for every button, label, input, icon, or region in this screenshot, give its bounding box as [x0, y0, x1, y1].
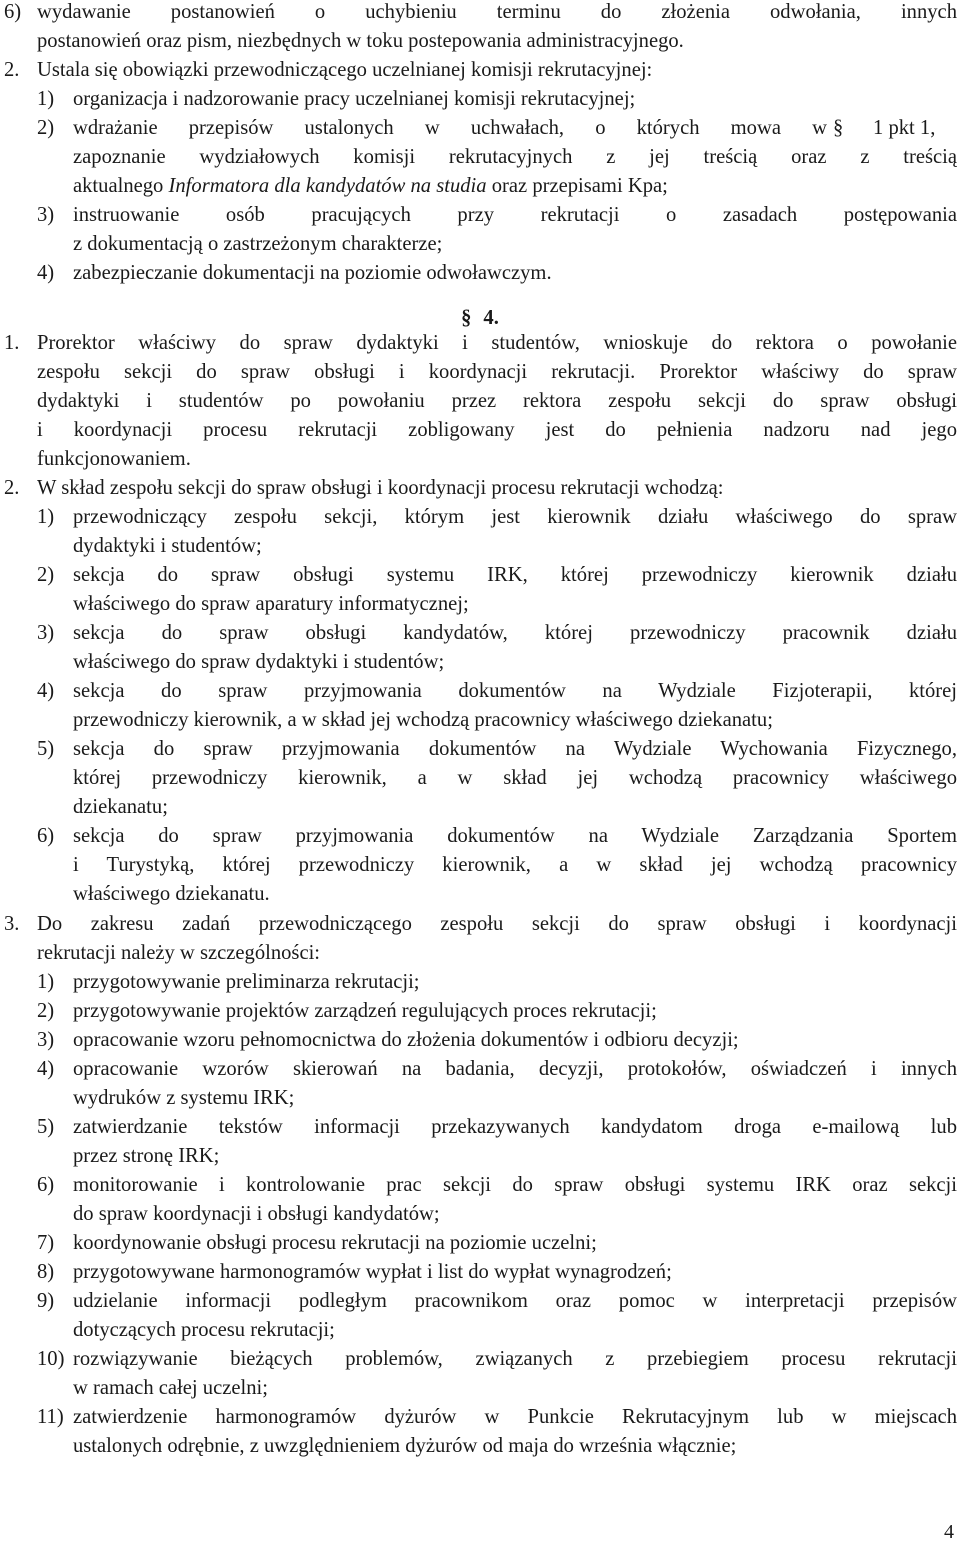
list-item-text: sekcja do spraw przyjmowania dokumentów na Wydziale Wychowania Fizycznego,	[73, 738, 957, 760]
text-span: oraz przepisami Kpa;	[491, 175, 668, 197]
paragraph-text: W skład zespołu sekcji do spraw obsługi i koordynacji procesu rekrutacji wchodzą:	[37, 477, 724, 499]
list-item-text: koordynowanie obsługi procesu rekrutacji na poziomie uczelni;	[73, 1232, 597, 1254]
list-item-number: 3)	[37, 204, 55, 226]
list-item-text: zabezpieczanie dokumentacji na poziomie odwoławczym.	[73, 262, 552, 284]
list-item-number: 3)	[37, 1029, 55, 1051]
list-item-text: właściwego do spraw dydaktyki i studentów;	[73, 651, 445, 673]
paragraph-number: 3.	[4, 913, 20, 935]
list-item-number: 7)	[37, 1232, 55, 1254]
paragraph-text: Do zakresu zadań przewodniczącego zespołu sekcji do spraw obsługi i koordynacji	[37, 913, 957, 935]
paragraph-number: 2.	[4, 59, 20, 81]
list-item-text: dydaktyki i studentów;	[73, 535, 262, 557]
list-item-text: z dokumentacją o zastrzeżonym charakterze;	[73, 233, 443, 255]
list-item-text: postanowień oraz pism, niezbędnych w toku postepowania administracyjnego.	[37, 30, 684, 52]
list-item-number: 5)	[37, 1116, 55, 1138]
list-item-number: 2)	[37, 1000, 55, 1022]
list-item-text	[73, 172, 668, 201]
list-item-text: właściwego dziekanatu.	[73, 883, 270, 905]
list-item-number: 2)	[37, 117, 55, 139]
list-item-text: udzielanie informacji podległym pracownikom oraz pomoc w interpretacji przepisów	[73, 1290, 957, 1312]
list-item-text: przez stronę IRK;	[73, 1145, 220, 1167]
list-item-number: 4)	[37, 1058, 55, 1080]
list-item-text: przygotowywane harmonogramów wypłat i list do wypłat wynagrodzeń;	[73, 1261, 672, 1283]
list-item-number: 1)	[37, 971, 55, 993]
paragraph-text: dydaktyki i studentów po powołaniu przez rektora zespołu sekcji do spraw obsługi	[37, 390, 957, 412]
list-item-text: monitorowanie i kontrolowanie prac sekcji do spraw obsługi systemu IRK oraz sekcji	[73, 1174, 957, 1196]
list-item-text: właściwego do spraw aparatury informatycznej;	[73, 593, 469, 615]
section-symbol: §	[833, 117, 844, 139]
list-item-text: wydruków z systemu IRK;	[73, 1087, 295, 1109]
list-item-number: 4)	[37, 680, 55, 702]
section-number: 4.	[483, 307, 499, 329]
list-item-text: zatwierdzenie harmonogramów dyżurów w Punkcie Rekrutacyjnym lub w miejscach	[73, 1406, 957, 1428]
list-item-text: dziekanatu;	[73, 796, 168, 818]
paragraph-text: funkcjonowaniem.	[37, 448, 191, 470]
list-item-number: 1)	[37, 506, 55, 528]
paragraph-text: rekrutacji należy w szczególności:	[37, 942, 321, 964]
paragraph-text: i koordynacji procesu rekrutacji zobligowany jest do pełnienia nadzoru nad jego	[37, 419, 957, 441]
list-item-text: rozwiązywanie bieżących problemów, związanych z przebiegiem procesu rekrutacji	[73, 1348, 957, 1370]
paragraph-text: Ustala się obowiązki przewodniczącego uczelnianej komisji rekrutacyjnej:	[37, 59, 653, 81]
list-item-number: 6)	[37, 825, 55, 847]
list-item-text: organizacja i nadzorowanie pracy uczelnianej komisji rekrutacyjnej;	[73, 88, 636, 110]
list-item-number: 8)	[37, 1261, 55, 1283]
list-item-text: ustalonych odrębnie, z uwzględnieniem dyżurów od maja do września włącznie;	[73, 1435, 737, 1457]
list-item-text: sekcja do spraw przyjmowania dokumentów na Wydziale Fizjoterapii, której	[73, 680, 957, 702]
list-item-text: zapoznanie wydziałowych komisji rekrutacyjnych z jej treścią oraz z treścią	[73, 146, 957, 168]
list-item-number: 2)	[37, 564, 55, 586]
list-item-text: opracowanie wzorów skierowań na badania, decyzji, protokołów, oświadczeń i innych	[73, 1058, 957, 1080]
list-item-text: przewodniczący zespołu sekcji, którym jest kierownik działu właściwego do spraw	[73, 506, 957, 528]
list-item-number: 1)	[37, 88, 55, 110]
list-item-text: przewodniczy kierownik, a w skład jej wchodzą pracownicy właściwego dziekanatu;	[73, 709, 773, 731]
list-item-text: dotyczących procesu rekrutacji;	[73, 1319, 335, 1341]
text-span: aktualnego	[73, 175, 164, 197]
list-item-text: przygotowywanie preliminarza rekrutacji;	[73, 971, 420, 993]
list-item-text: zatwierdzanie tekstów informacji przekazywanych kandydatom droga e-mailową lub	[73, 1116, 957, 1138]
list-item-number: 9)	[37, 1290, 55, 1312]
list-item-number: 4)	[37, 262, 55, 284]
paragraph-number: 2.	[4, 477, 20, 499]
list-item-text: sekcja do spraw obsługi kandydatów, której przewodniczy pracownik działu	[73, 622, 957, 644]
paragraph-text: zespołu sekcji do spraw obsługi i koordynacji rekrutacji. Prorektor właściwy do spraw	[37, 361, 957, 383]
list-item-text: 1 pkt 1,	[873, 117, 936, 139]
paragraph-number: 1.	[4, 332, 20, 354]
list-item-text: sekcja do spraw obsługi systemu IRK, której przewodniczy kierownik działu	[73, 564, 957, 586]
list-item-number: 6)	[37, 1174, 55, 1196]
list-item-text: i Turystyką, której przewodniczy kierownik, a w skład jej wchodzą pracownicy	[73, 854, 957, 876]
page-number: 4	[944, 1521, 954, 1543]
list-item-number: 10)	[37, 1348, 65, 1370]
list-item-number: 11)	[37, 1406, 64, 1428]
list-item-text: w ramach całej uczelni;	[73, 1377, 268, 1399]
list-item-text: której przewodniczy kierownik, a w skład jej wchodzą pracownicy właściwego	[73, 767, 957, 789]
list-item-text: wydawanie postanowień o uchybieniu terminu do złożenia odwołania, innych	[37, 1, 957, 23]
list-item-text: wdrażanie przepisów ustalonych w uchwałach, o których mowa w	[73, 117, 827, 139]
list-item-text: instruowanie osób pracujących przy rekrutacji o zasadach postępowania	[73, 204, 957, 226]
list-item-text: sekcja do spraw przyjmowania dokumentów na Wydziale Zarządzania Sportem	[73, 825, 957, 847]
publication-title: Informatora dla kandydatów na studia	[168, 175, 487, 197]
list-item-number: 6)	[4, 1, 22, 23]
list-item-text: przygotowywanie projektów zarządzeń regulujących proces rekrutacji;	[73, 1000, 657, 1022]
paragraph-text: Prorektor właściwy do spraw dydaktyki i studentów, wnioskuje do rektora o powołanie	[37, 332, 957, 354]
list-item-number: 5)	[37, 738, 55, 760]
list-item-number: 3)	[37, 622, 55, 644]
section-symbol: §	[461, 307, 472, 329]
list-item-text: do spraw koordynacji i obsługi kandydatów;	[73, 1203, 440, 1225]
list-item-text: opracowanie wzoru pełnomocnictwa do złożenia dokumentów i odbioru decyzji;	[73, 1029, 739, 1051]
